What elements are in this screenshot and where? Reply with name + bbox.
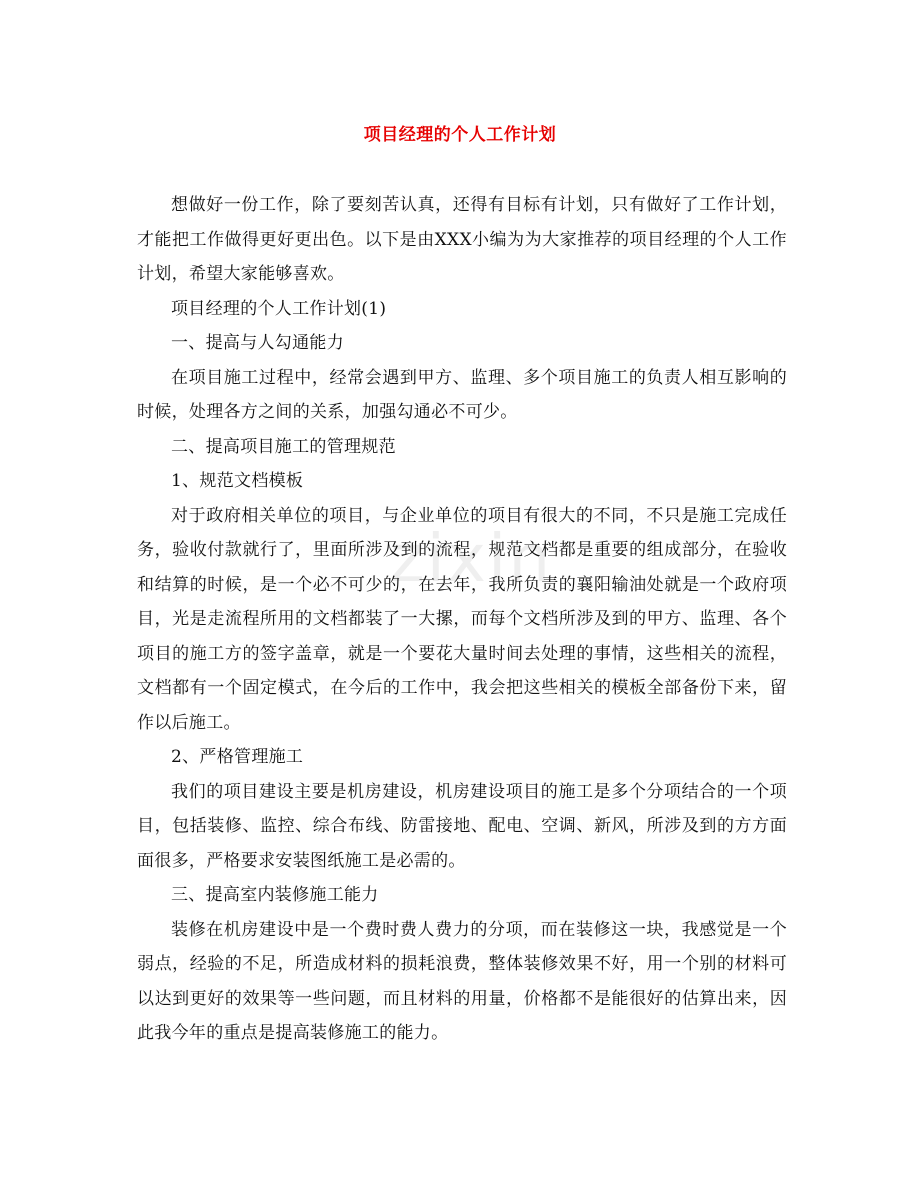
document-body <box>137 188 787 1051</box>
subheading-document-templates: 1、规范文档模板 <box>171 471 304 491</box>
section-heading-communication: 一、提高与人勾通能力 <box>171 333 344 353</box>
section-heading-management: 二、提高项目施工的管理规范 <box>171 436 396 457</box>
paragraph-document-templates: 对于政府相关单位的项目，与企业单位的项目有很大的不同，不只是施工完成任务，验收付款就行了，里面所涉及到的流程，规范文档都是重要的组成部分，在验收和结算的时候，是一个必不可少的，在去年，我所负责的襄阳输油处就是一个政府项目，光是走流程所用的文档都装了一大摞，而每个文档所涉及到的甲方、监理、各个项目的施工方的签字盖章，就是一个要花大量时间去处理的事情，这些相关的流程，文档都有一个固定模式，在今后的工作中，我会把这些相关的模板全部备份下来，留作以后施工。 <box>137 505 787 733</box>
paragraph-communication: 在项目施工过程中，经常会遇到甲方、监理、多个项目施工的负责人相互影响的时候，处理各方之间的关系，加强勾通必不可少。 <box>137 367 787 422</box>
paragraph-strict-management: 我们的项目建设主要是机房建设，机房建设项目的施工是多个分项结合的一个项目，包括装修、监控、综合布线、防雷接地、配电、空调、新风，所涉及到的方方面面很多，严格要求安装图纸施工是必需的。 <box>137 781 787 871</box>
paragraph-decoration: 装修在机房建设中是一个费时费人费力的分项，而在装修这一块，我感觉是一个弱点，经验的不足，所造成材料的损耗浪费，整体装修效果不好，用一个别的材料可以达到更好的效果等一些问题，而且材料的用量，价格都不是能很好的估算出来，因此我今年的重点是提高装修施工的能力。 <box>137 919 787 1043</box>
document-title: 项目经理的个人工作计划 <box>363 125 557 145</box>
paragraph-intro: 想做好一份工作，除了要刻苦认真，还得有目标有计划，只有做好了工作计划，才能把工作做得更好更出色。以下是由XXX小编为为大家推荐的项目经理的个人工作计划，希望大家能够喜欢。 <box>137 195 787 284</box>
section-heading-plan-1: 项目经理的个人工作计划(1) <box>171 298 387 319</box>
section-heading-decoration: 三、提高室内装修施工能力 <box>171 885 379 905</box>
watermark: zixin <box>390 520 553 597</box>
subheading-strict-management: 2、严格管理施工 <box>171 747 304 767</box>
